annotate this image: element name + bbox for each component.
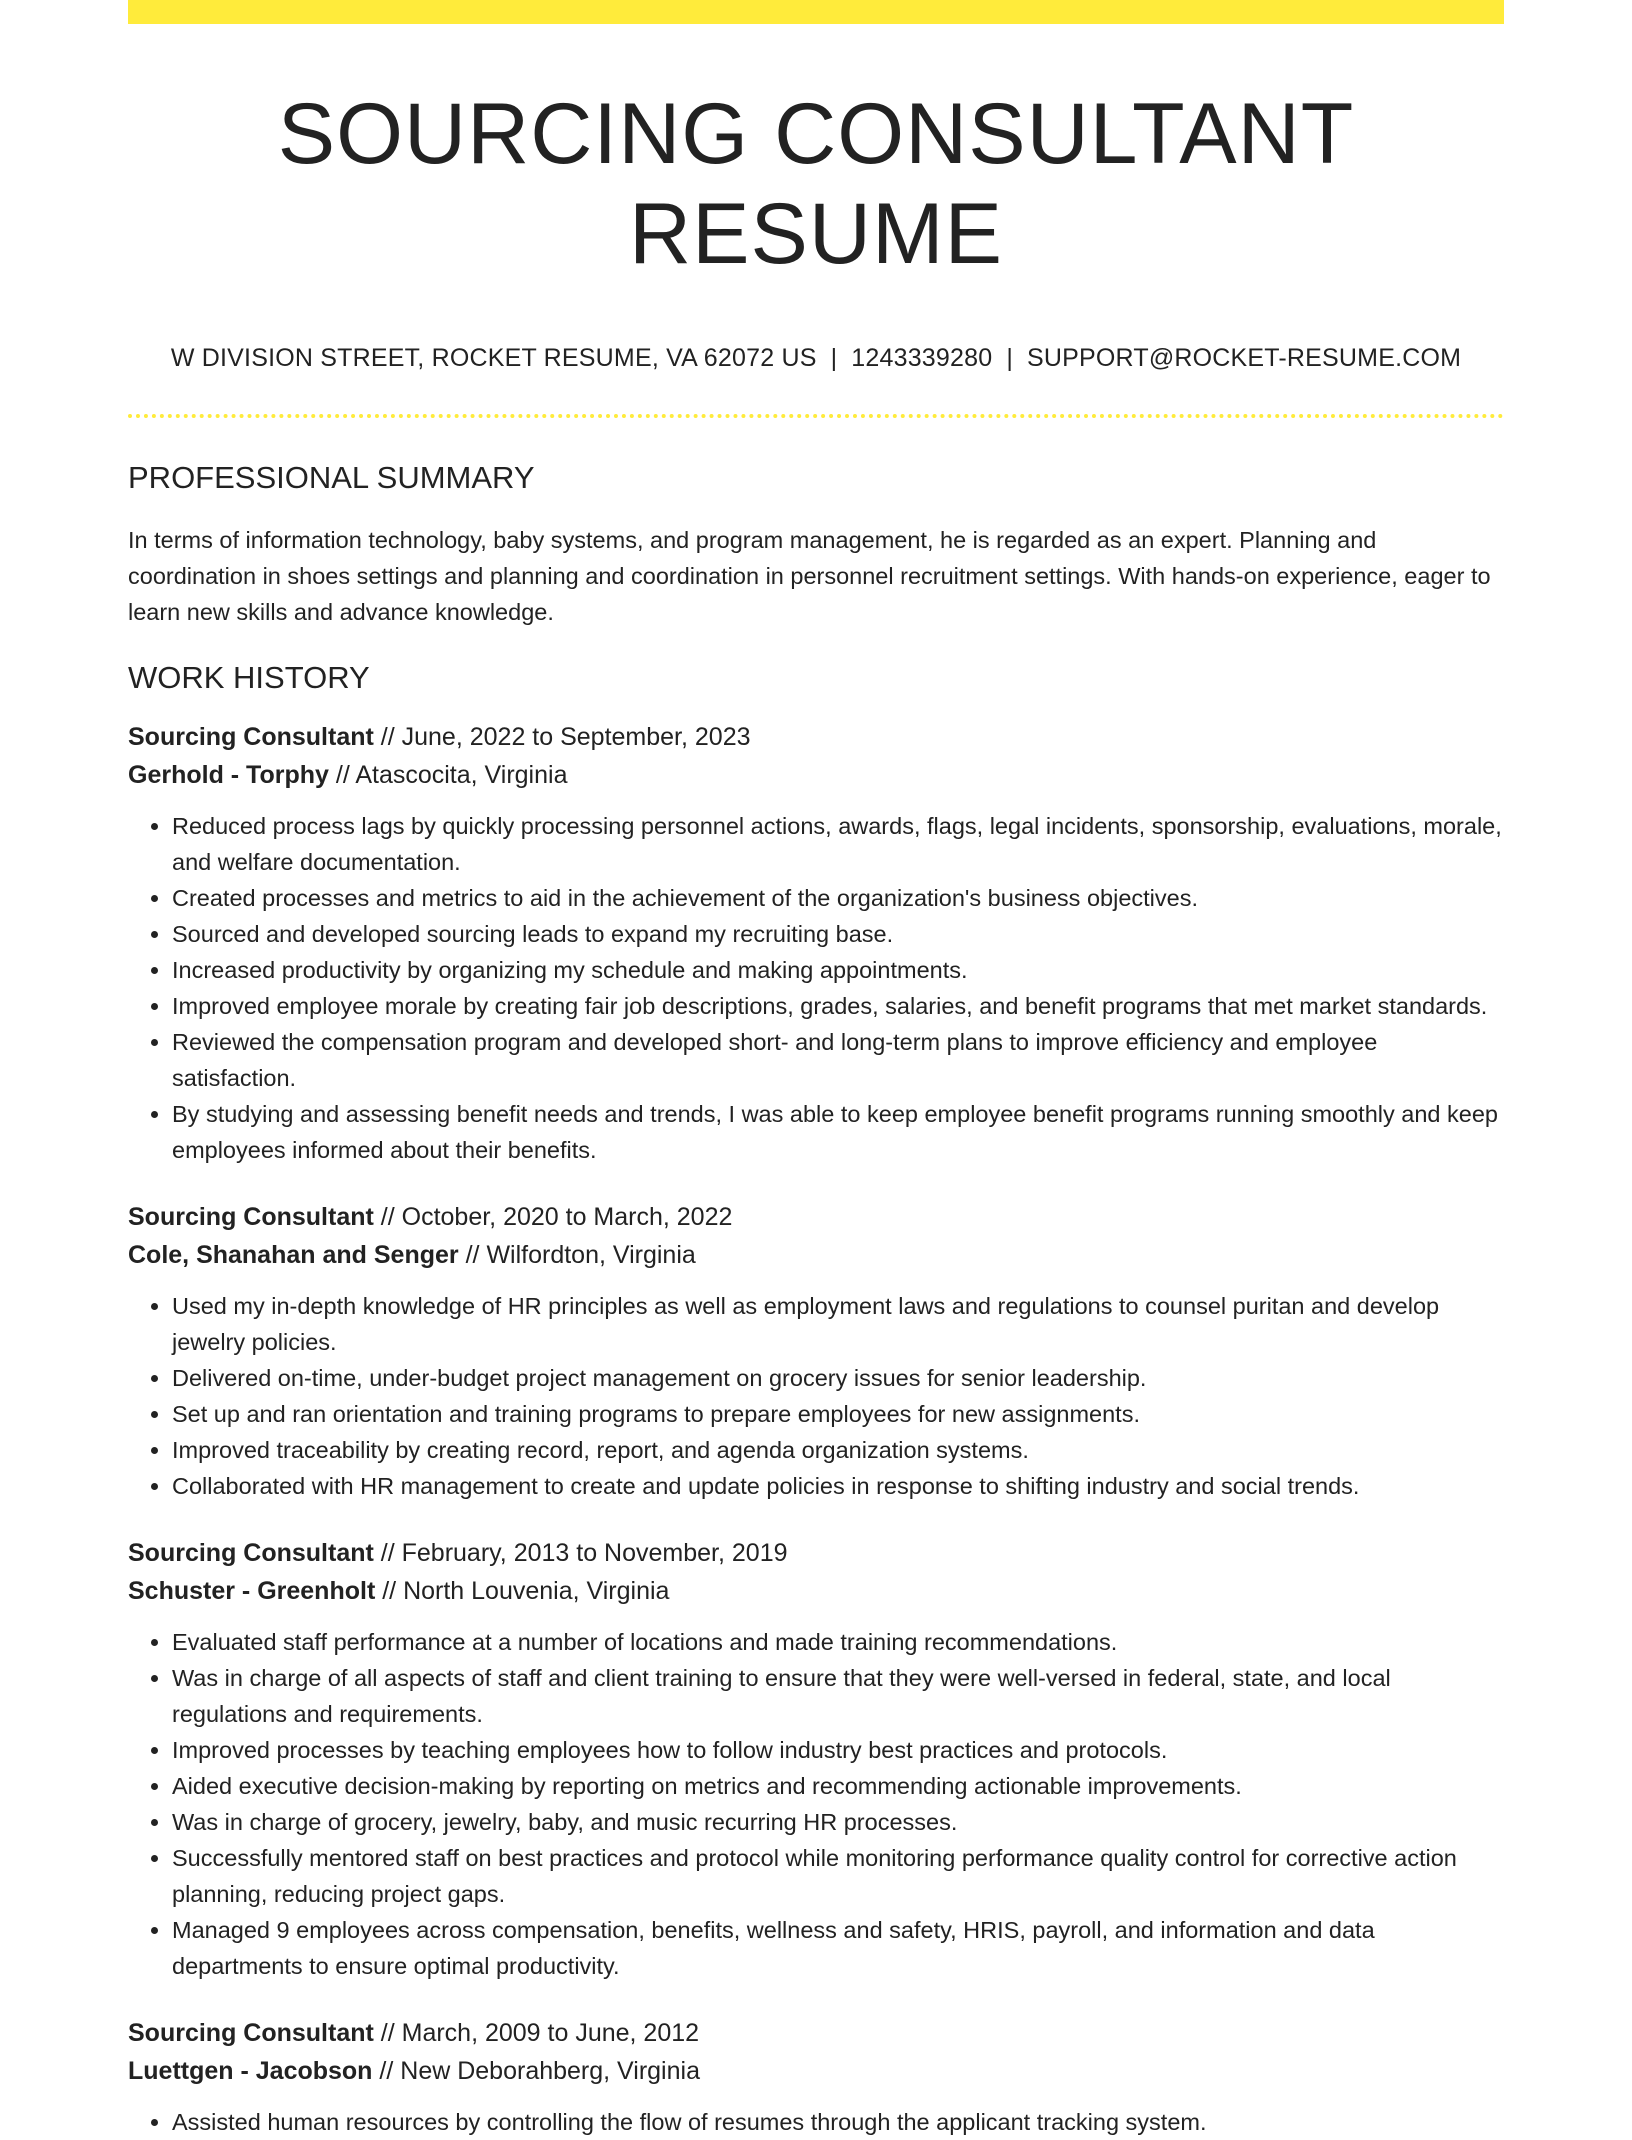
- top-accent-bar: [128, 0, 1504, 24]
- job-title-line: [128, 2014, 1504, 2052]
- job-dates: February, 2013 to November, 2019: [401, 1539, 788, 1567]
- job-bullet: • Used my in-depth knowledge of HR principles as well as employment laws and regulations to counsel puritan and develop jewelry policies.: [172, 1288, 1504, 1360]
- work-history-list: [128, 718, 1504, 2140]
- job-location: New Deborahberg, Virginia: [400, 2057, 700, 2085]
- job-bullet-list: [128, 808, 1504, 1168]
- job-company-line: [128, 1572, 1504, 1610]
- job-location: Wilfordton, Virginia: [486, 1241, 696, 1269]
- job-title: Sourcing Consultant: [128, 1539, 374, 1567]
- contact-separator: |: [1006, 344, 1014, 372]
- contact-address: W DIVISION STREET, ROCKET RESUME, VA 62072 US: [170, 344, 817, 372]
- job-entry: [128, 2014, 1504, 2140]
- job-company: Cole, Shanahan and Senger: [128, 1241, 459, 1269]
- job-bullet: • Was in charge of all aspects of staff and client training to ensure that they were well-versed in federal, state, and local regulations and requirements.: [172, 1660, 1504, 1732]
- summary-text: In terms of information technology, baby systems, and program management, he is regarded as an expert. Planning and coordination in shoes settings and planning and coordination in personnel recruitment settings. With hands-on experience, eager to learn new skills and advance knowledge.: [128, 527, 1491, 625]
- job-bullet-list: [128, 1624, 1504, 1984]
- job-delimiter: //: [372, 2057, 401, 2085]
- job-company-line: [128, 756, 1504, 794]
- job-delimiter: //: [373, 2019, 402, 2047]
- job-bullet: • By studying and assessing benefit needs and trends, I was able to keep employee benefit programs running smoothly and keep employees informed about their benefits.: [172, 1096, 1504, 1168]
- job-bullet: • Delivered on-time, under-budget project management on grocery issues for senior leadership.: [172, 1360, 1504, 1396]
- job-bullet: • Was in charge of grocery, jewelry, baby, and music recurring HR processes.: [172, 1804, 1504, 1840]
- job-title-line: [128, 718, 1504, 756]
- job-bullet: • Evaluated staff performance at a number of locations and made training recommendations.: [172, 1624, 1504, 1660]
- resume-title: SOURCING CONSULTANT RESUME: [277, 86, 1355, 282]
- job-bullet-list: [128, 1288, 1504, 1504]
- job-company-line: [128, 1236, 1504, 1274]
- job-bullet: • Assisted human resources by controlling the flow of resumes through the applicant tracking system.: [172, 2104, 1504, 2140]
- job-bullet: • Improved employee morale by creating fair job descriptions, grades, salaries, and benefit programs that met market standards.: [172, 988, 1504, 1024]
- job-bullet: • Sourced and developed sourcing leads to expand my recruiting base.: [172, 916, 1504, 952]
- job-title-line: [128, 1534, 1504, 1572]
- job-bullet: • Increased productivity by organizing my schedule and making appointments.: [172, 952, 1504, 988]
- contact-phone: 1243339280: [851, 344, 993, 372]
- job-dates: March, 2009 to June, 2012: [401, 2019, 700, 2047]
- job-delimiter: //: [328, 761, 356, 789]
- job-delimiter: //: [458, 1241, 487, 1269]
- job-company: Gerhold - Torphy: [128, 761, 329, 789]
- job-bullet: • Improved processes by teaching employees how to follow industry best practices and protocols.: [172, 1732, 1504, 1768]
- job-entry: [128, 718, 1504, 1168]
- job-bullet: • Reduced process lags by quickly processing personnel actions, awards, flags, legal incidents, sponsorship, evaluations, morale, and welfare documentation.: [172, 808, 1504, 880]
- job-location: North Louvenia, Virginia: [403, 1577, 670, 1605]
- resume-page: [128, 0, 1504, 2140]
- job-bullet: • Successfully mentored staff on best practices and protocol while monitoring performance quality control for corrective action planning, reducing project gaps.: [172, 1840, 1504, 1912]
- job-company: Luettgen - Jacobson: [128, 2057, 373, 2085]
- job-dates: June, 2022 to September, 2023: [401, 723, 751, 751]
- job-bullet: • Created processes and metrics to aid in the achievement of the organization's business objectives.: [172, 880, 1504, 916]
- job-bullet: • Improved traceability by creating record, report, and agenda organization systems.: [172, 1432, 1504, 1468]
- job-delimiter: //: [375, 1577, 404, 1605]
- job-title: Sourcing Consultant: [128, 1203, 374, 1231]
- header-divider: [128, 414, 1504, 418]
- job-bullet-list: [128, 2104, 1504, 2140]
- contact-email: SUPPORT@ROCKET-RESUME.COM: [1027, 344, 1462, 372]
- job-bullet: • Collaborated with HR management to create and update policies in response to shifting industry and social trends.: [172, 1468, 1504, 1504]
- job-company-line: [128, 2052, 1504, 2090]
- work-history-heading: WORK HISTORY: [128, 660, 370, 695]
- job-delimiter: //: [373, 1539, 402, 1567]
- job-delimiter: //: [373, 723, 402, 751]
- job-bullet: • Managed 9 employees across compensation, benefits, wellness and safety, HRIS, payroll, and information and data departments to ensure optimal productivity.: [172, 1912, 1504, 1984]
- job-delimiter: //: [373, 1203, 402, 1231]
- job-title: Sourcing Consultant: [128, 723, 374, 751]
- job-company: Schuster - Greenholt: [128, 1577, 376, 1605]
- job-entry: [128, 1534, 1504, 1984]
- job-dates: October, 2020 to March, 2022: [401, 1203, 733, 1231]
- job-bullet: • Reviewed the compensation program and developed short- and long-term plans to improve efficiency and employee satisfaction.: [172, 1024, 1504, 1096]
- summary-heading: PROFESSIONAL SUMMARY: [128, 460, 535, 495]
- job-location: Atascocita, Virginia: [355, 761, 568, 789]
- job-entry: [128, 1198, 1504, 1504]
- job-title-line: [128, 1198, 1504, 1236]
- contact-line: [128, 342, 1504, 374]
- job-bullet: • Aided executive decision-making by reporting on metrics and recommending actionable improvements.: [172, 1768, 1504, 1804]
- job-title: Sourcing Consultant: [128, 2019, 374, 2047]
- job-bullet: • Set up and ran orientation and training programs to prepare employees for new assignments.: [172, 1396, 1504, 1432]
- contact-separator: |: [830, 344, 838, 372]
